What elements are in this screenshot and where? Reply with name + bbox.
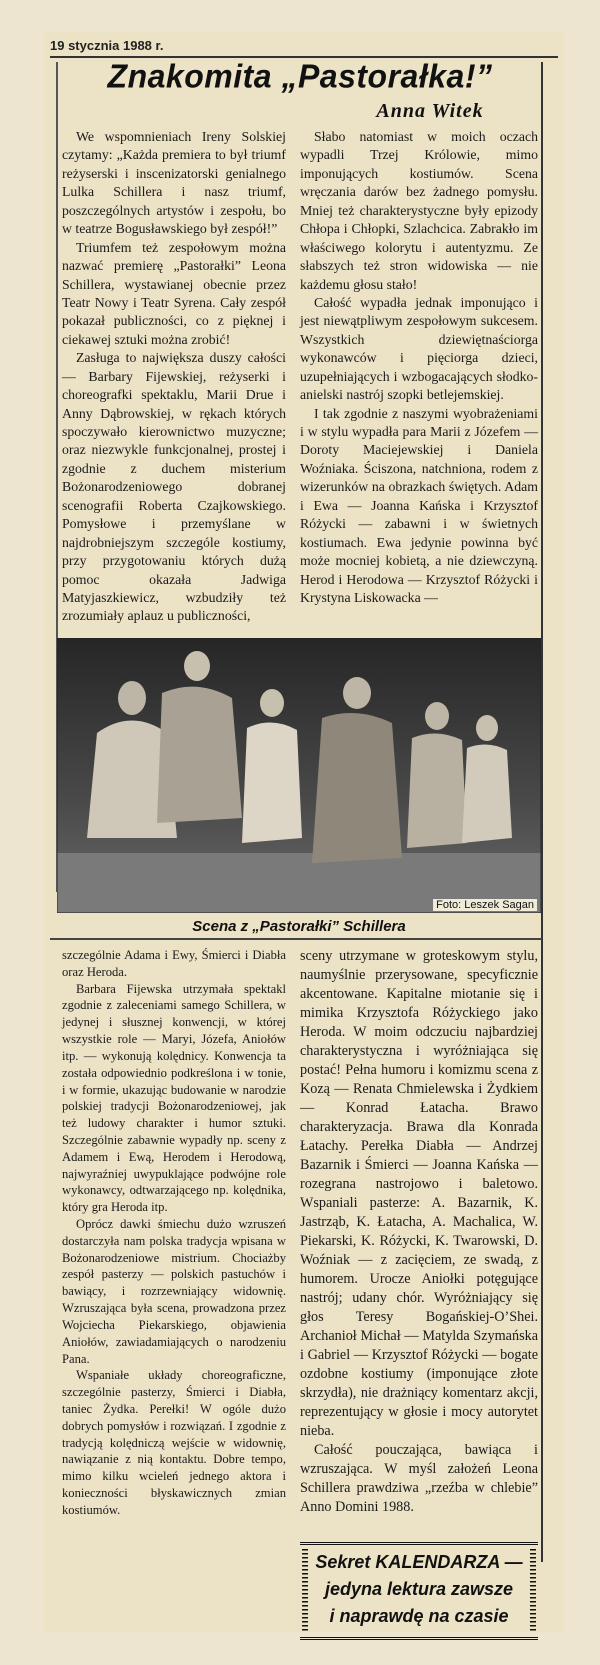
paragraph: Triumfem też zespołowym można nazwać premierę „Pastorałki” Leona Schillera, wystawianej obecnie przez Teatr Nowy i Teatr Syrena. Cały zespół pokazał publiczności, co z pięknej i ciekawej sztuki można zrobić!	[62, 239, 286, 347]
text-column-4	[300, 947, 538, 1517]
promo-left-ornament	[302, 1549, 308, 1631]
article-author: Anna Witek	[376, 100, 484, 122]
promo-box	[300, 1542, 538, 1640]
paragraph: Całość wypadła jednak imponująco i jest niewątpliwym zespołowym sukcesem. Wszystkich dziewiętnaściorga wykonawców i pięciorga dzieci, uzupełniających i wzbogacających słodko-anielski nastrój szopki betlejemskiej.	[300, 294, 538, 403]
text-column-3	[62, 947, 286, 1519]
paragraph: Barbara Fijewska utrzymała spektakl zgodnie z zaleceniami samego Schillera, w jedynej i słusznej konwencji, w której wszystkie role — Maryi, Józefa, Aniołów itp. — wykonują kolędnicy. Konwencja ta została odpowiednio podkreślona i w tonie, i w formie, ukazując budowanie w narodzie polskiej tradycji Bożonarodzeniowej, jak też ludowy charakter i humor sztuki. Szczególnie zabawnie wypadły np. sceny z Adamem i Ewą, Herodem i Herodową, najwyraźniej uwypuklające podwójne role wykonawcy, odtwarzającego np. kolędnika, który gra Heroda itp.	[62, 981, 286, 1215]
issue-date: 19 stycznia 1988 r.	[50, 38, 164, 53]
paragraph: I tak zgodnie z naszymi wyobrażeniami i w stylu wypadła para Marii z Józefem — Doroty Maciejewskiej i Daniela Woźniaka. Ściszona, natchniona, rodem z wizerunków na obrazkach świętych. Adam i Ewa — Joanna Kańska i Krzysztof Różycki — zabawni i w świetnych kostiumach. Ewa jedynie powinna być może mocniej kobietą, a nie dziewczyną. Herod i Herodowa — Krzysztof Różycki i Krystyna Liskowacka —	[300, 405, 538, 605]
paragraph: szczególnie Adama i Ewy, Śmierci i Diabła oraz Heroda.	[62, 948, 286, 979]
promo-line: jedyna lektura zawsze	[324, 1579, 514, 1599]
stage-photo	[57, 638, 541, 913]
paragraph: Oprócz dawki śmiechu dużo wzruszeń dostarczyła nam polska tradycja wpisana w Bożonarodzeniowe mistrium. Chociażby zespół pasterzy — polskich pastuchów i bawiący, i rozrzewniający widownię. Wzruszająca była scena, prowadzona przez Wojciecha Piekarskiego, objawienia Aniołów, zawiadamiających o narodzeniu Pana.	[62, 1217, 286, 1366]
photo-caption: Scena z „Pastorałki” Schillera	[192, 918, 406, 935]
paragraph: Całość pouczająca, bawiąca i wzruszająca. W myśl założeń Leona Schillera prawdziwa „rzeźba w chlebie” Anno Domini 1988.	[300, 1441, 538, 1515]
paragraph: sceny utrzymane w groteskowym stylu, naumyślnie przerysowane, specyficznie akcentowane. Kapitalne miotanie się i mimika Krzysztofa Różyckiego jako Heroda. W moim odczuciu najbardziej charakterystyczna i wyróżniająca się postać! Pełna humoru i komizmu scena z Kozą — Renata Chmielewska i Żydkiem — Konrad Łatacha. Brawo charakteryzacja. Brawa dla Konrada Łatachy. Perełka Diabła — Andrzej Bazarnik i Śmierci — Joanna Kańska — rozegrana nastrojowo i baletowo. Wspaniali pasterze: A. Bazarnik, K. Jastrząb, K. Łatacha, A. Machalica, W. Piekarski, K. Różycki, K. Twarowski, D. Woźniak — z zacięciem, ze swadą, z humorem. Urocze Aniołki potęgujące nastrój; udany chór. Wyróżniający się głos Teresy Bogańskiej-O’Shei. Archanioł Michał — Matylda Szymańska i Gabriel — Krzysztof Różycki — bogate ozdobne kostiumy (imponujące złote skrzydła), nie drażniący komentarz akcji, reprezentujący w głosie i mocy autorytet nieba.	[300, 948, 538, 1439]
promo-right-ornament	[530, 1549, 536, 1631]
promo-text	[312, 1549, 526, 1630]
stage-photo-image	[57, 638, 541, 913]
paragraph: Słabo natomiast w moich oczach wypadli Trzej Królowie, mimo imponujących kostiumów. Scena wręczania darów bez żadnego pomysłu. Mniej też charakterystyczne były epizody Chłopa i Chłopki, Szlachcica. Zabrakło im właściwego kolorytu i autentyzmu. Ze słabszych też stron widowiska — nie każdemu głosu stało!	[300, 129, 538, 292]
paragraph: Zasługa to największa duszy całości — Barbary Fijewskiej, reżyserki i choreografki spektaklu, Marii Drue i Anny Dąbrowskiej, w rękach których spoczywało kierownictwo muzyczne; oraz niezwykle funkcjonalnej, prostej i zgodnie z duchem misterium Bożonarodzeniowego dobranej scenografii Roberta Czajkowskiego. Pomysłowe i przemyślane w najdrobniejszym szczególe kostiumy, przy przygotowaniu których dużą pomoc okazała Jadwiga Matyjaszkiewicz, wzbudziły też zrozumiały aplauz u publiczności,	[62, 350, 286, 624]
caption-rule	[50, 938, 542, 940]
text-column-2	[300, 128, 538, 607]
frame-right-rule	[541, 62, 543, 1562]
text-column-1	[62, 128, 286, 626]
photo-credit: Foto: Leszek Sagan	[433, 899, 537, 911]
article-title: Znakomita „Pastorałka!”	[107, 57, 493, 95]
promo-line: i naprawdę na czasie	[329, 1606, 509, 1626]
promo-line: Sekret KALENDARZA —	[315, 1552, 523, 1572]
paragraph: Wspaniałe układy choreograficzne, szczególnie pasterzy, Śmierci i Diabła, taniec Żydka. Perełki! W ogóle dużo dobrych pomysłów i rozwiązań. I zgodnie z tradycją kolędniczą wejście w widownię, nawiązanie z nią kontaktu. Dobre tempo, mimo kilku wcieleń jednego aktora i konieczności błyskawicznych zmian kostiumów.	[62, 1368, 286, 1517]
paragraph: We wspomnieniach Ireny Solskiej czytamy: „Każda premiera to był triumf reżyserski i inscenizatorski genialnego Lulka Schillera i nasz triumf, poszczególnych artystów i zespołu, bo w teatrze Bogusławskiego był zespół!”	[62, 129, 286, 237]
